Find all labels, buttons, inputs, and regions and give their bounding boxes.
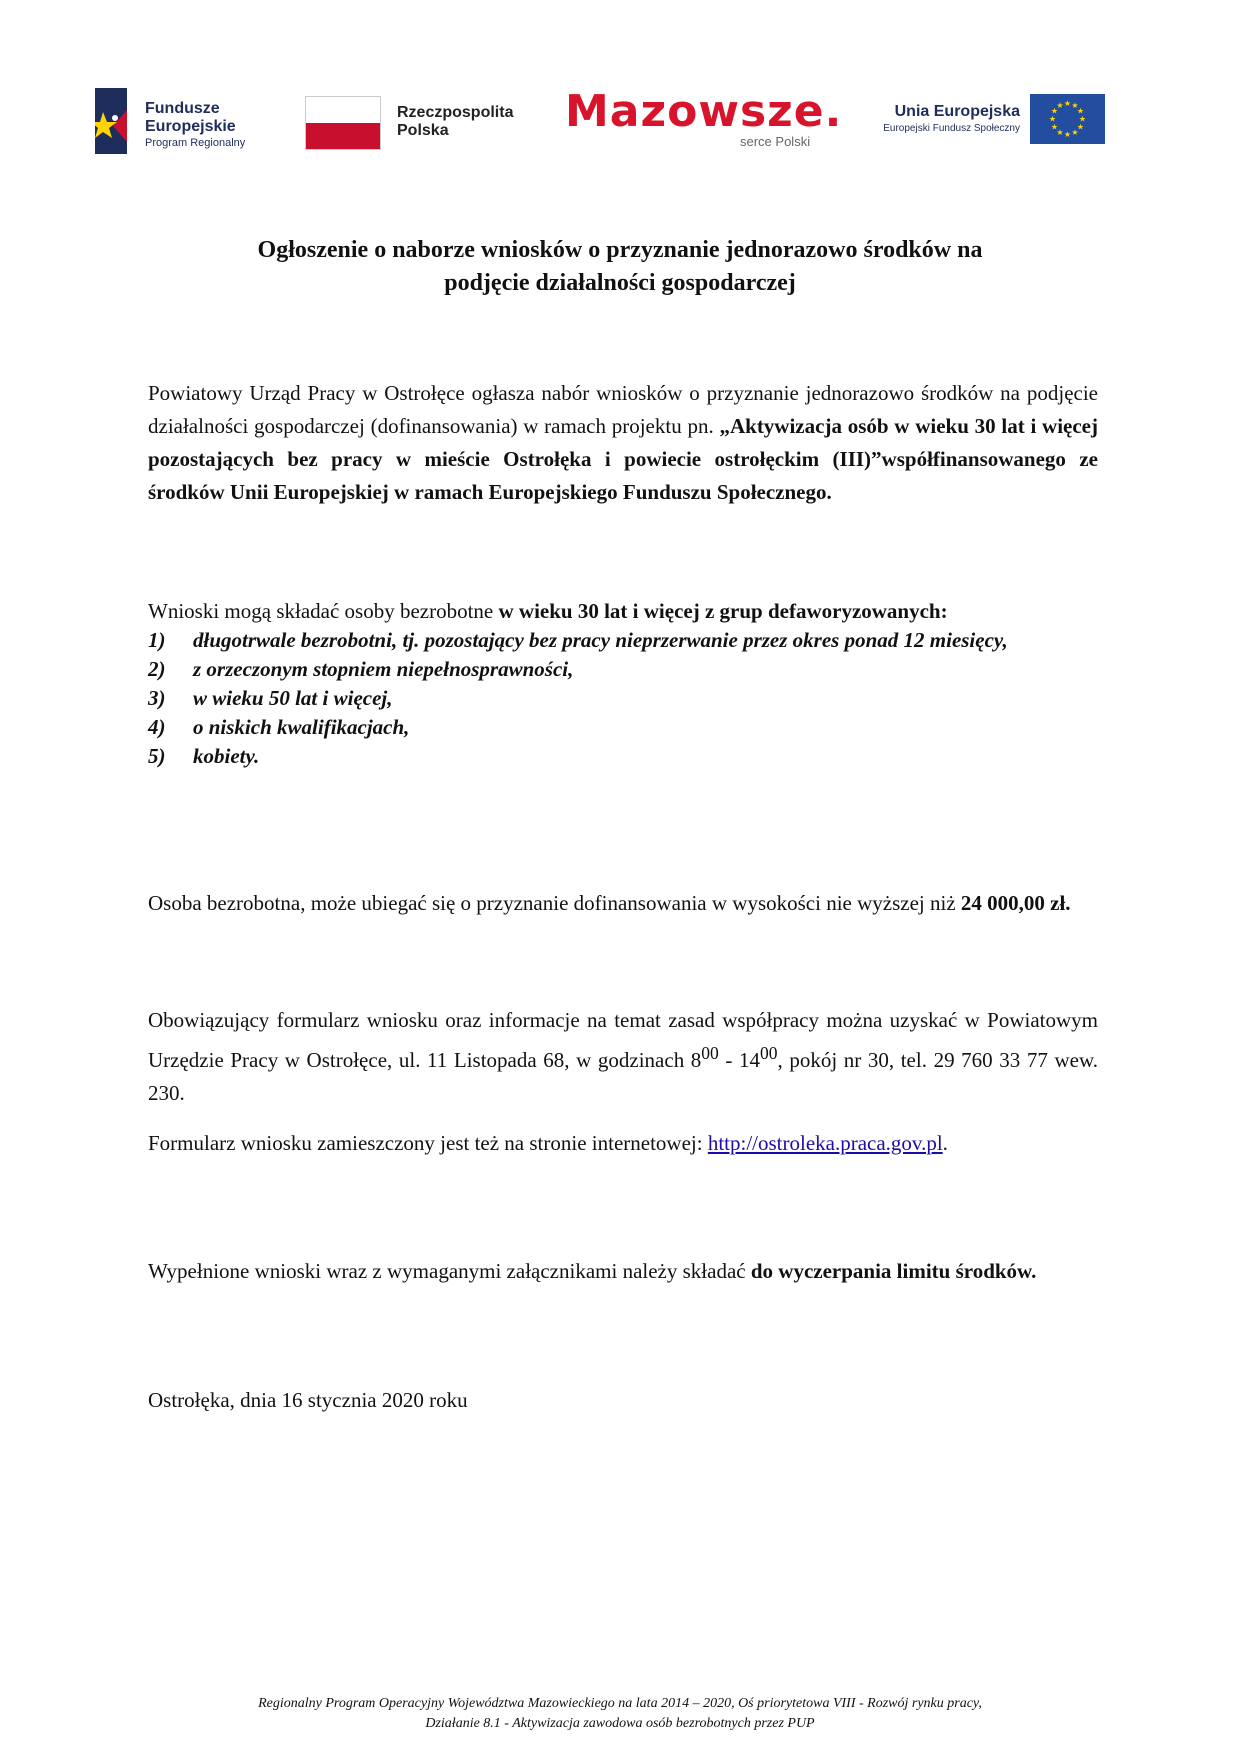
footer-line1: Regionalny Program Operacyjny Województwa Mazowieckiego na lata 2014 – 2020, Oś priorytetowa VIII - Rozwój rynku pracy, [258,1696,982,1711]
list-item: 3) w wieku 50 lat i więcej, [148,686,393,710]
svg-text:★: ★ [1071,101,1079,110]
eu-flag-icon [1030,94,1105,144]
svg-text:★: ★ [1056,128,1064,137]
mazowsze-wordmark: Mazowsze. [565,86,843,137]
svg-text:★: ★ [1056,101,1064,110]
list-item: 4) o niskich kwalifikacjach, [148,715,410,739]
fundusze-line2: Europejskie [145,118,236,135]
svg-text:★: ★ [1071,128,1079,137]
intro-paragraph [148,377,1098,509]
mazowsze-tagline: serce Polski [740,134,811,149]
list-item: 2) z orzeczonym stopniem niepełnosprawności, [148,657,574,681]
svg-text:★: ★ [1063,99,1072,108]
fundusze-europejskie-emblem-icon [95,88,135,154]
eligibility-lead: Wnioski mogą składać osoby bezrobotne [148,599,499,623]
mazowsze-logo [565,86,843,156]
svg-text:★: ★ [1048,114,1057,124]
footer [140,1694,1100,1734]
website-paragraph: Formularz wniosku zamieszczony jest też na stronie internetowej: http://ostroleka.praca.gov.pl. [148,1131,948,1155]
footer-line2: Działanie 8.1 - Aktywizacja zawodowa osób bezrobotnych przez PUP [425,1716,815,1731]
project-name: „Aktywizacja osób w wieku 30 lat i więcej pozostających bez pracy w mieście Ostrołęka i powiecie ostrołęckim (III)” [148,414,1098,471]
amount-text: Osoba bezrobotna, może ubiegać się o przyznanie dofinansowania w wysokości nie wyższej niż [148,891,961,915]
rp-line2: Polska [397,122,449,139]
fundusze-line1: Fundusze [145,100,220,117]
website-link[interactable]: http://ostroleka.praca.gov.pl [707,1131,943,1155]
ue-line1: Unia Europejska [894,103,1020,120]
intro-text: Powiatowy Urząd Pracy w Ostrołęce ogłasza nabór wniosków o przyznanie jednorazowo środków na podjęcie działalności gospodarczej (dofinansowania) w ramach projektu pn. [148,381,1098,438]
unia-europejska-logo [875,94,1135,150]
rzeczpospolita-logo [305,96,545,152]
page-title [140,234,1100,300]
polish-flag-icon [305,96,381,150]
svg-text:★: ★ [1078,114,1087,124]
logo-bar [95,84,1135,164]
ue-line2: Europejski Fundusz Społeczny [883,123,1020,134]
svg-text:★: ★ [1076,122,1085,132]
cofinance-text: współfinansowanego ze środków Unii Europejskiej w ramach Europejskiego Funduszu Społecznego. [148,447,1098,504]
svg-text:★: ★ [1063,130,1072,139]
amount-value: 24 000,00 zł. [960,891,1071,915]
amount-paragraph [148,887,1098,920]
contact-paragraph: Obowiązujący formularz wniosku oraz informacje na temat zasad współpracy można uzyskać w Powiatowym Urzędzie Pracy w Ostrołęce, ul. 11 Listopada 68, w godzinach $8^{00} - 14^{00}$, pokój nr 30, tel. 29 760 33 77 wew. 230. [148,1008,1099,1105]
title-line1: Ogłoszenie o naborze wniosków o przyznanie jednorazowo środków na [257,237,983,263]
eligibility-lead-bold: w wieku 30 lat i więcej z grup defaworyzowanych: [498,599,948,623]
eligibility-section [148,597,1098,771]
fundusze-europejskie-logo [95,88,265,156]
eligibility-list [148,626,1098,771]
rp-line1: Rzeczpospolita [397,104,514,121]
date-line: Ostrołęka, dnia 16 stycznia 2020 roku [148,1388,468,1412]
fundusze-line3: Program Regionalny [145,137,246,149]
svg-text:★: ★ [1050,122,1059,132]
svg-text:★: ★ [1076,106,1085,116]
eu-stars-icon [1030,94,1105,144]
svg-text:★: ★ [1050,106,1059,116]
deadline-bold: do wyczerpania limitu środków. [750,1259,1037,1283]
title-line2: podjęcie działalności gospodarczej [444,270,796,296]
list-item: 1) długotrwale bezrobotni, tj. pozostający bez pracy nieprzerwanie przez okres ponad 12 miesięcy, [148,628,1008,652]
list-item: 5) kobiety. [148,744,260,768]
deadline-paragraph: Wypełnione wnioski wraz z wymaganymi załącznikami należy składać do wyczerpania limitu środków. [148,1259,1037,1283]
